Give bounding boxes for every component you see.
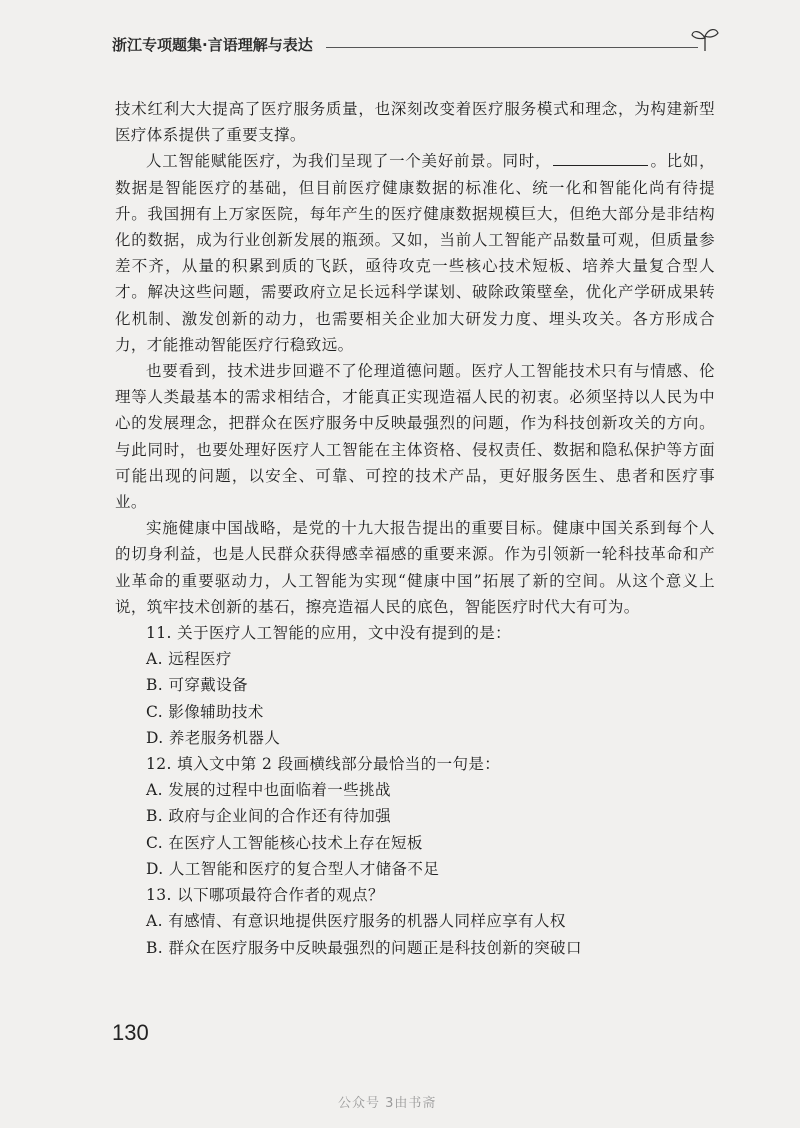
- sprout-icon: [690, 26, 720, 52]
- question-12-option-c: C. 在医疗人工智能核心技术上存在短板: [146, 833, 423, 852]
- question-12-stem: 12. 填入文中第 2 段画横线部分最恰当的一句是：: [146, 755, 501, 774]
- question-13-option-a: A. 有感情、有意识地提供医疗服务的机器人同样应享有人权: [146, 912, 566, 931]
- paragraph-2: [115, 148, 715, 358]
- paragraph-2-before-blank: 人工智能赋能医疗，为我们呈现了一个美好前景。同时，: [146, 152, 552, 171]
- paragraph-1: 技术红利大大提高了医疗服务质量，也深刻改变着医疗服务模式和理念，为构建新型医疗体系提供了重要支撑。: [115, 100, 715, 145]
- page-body: [115, 96, 715, 961]
- question-12-option-a: A. 发展的过程中也面临着一些挑战: [146, 781, 391, 800]
- question-11-option-c: C. 影像辅助技术: [146, 702, 264, 721]
- header-rule: [326, 47, 698, 48]
- paragraph-2-after-blank: 。比如，数据是智能医疗的基础，但目前医疗健康数据的标准化、统一化和智能化尚有待提升。我国拥有上万家医院，每年产生的医疗健康数据规模巨大，但绝大部分是非结构化的数据，成为行业创新发展的瓶颈。又如，当前人工智能产品数量可观，但质量参差不齐，从量的积累到质的飞跃，亟待攻克一些核心技术短板、培养大量复合型人才。解决这些问题，需要政府立足长远科学谋划、破除政策壁垒，优化产学研成果转化机制、激发创新的动力，也需要相关企业加大研发力度、埋头攻关。各方形成合力，才能推动智能医疗行稳致远。: [115, 152, 715, 354]
- question-13-option-b: B. 群众在医疗服务中反映最强烈的问题正是科技创新的突破口: [146, 938, 582, 957]
- paragraph-4: 实施健康中国战略，是党的十九大报告提出的重要目标。健康中国关系到每个人的切身利益，也是人民群众获得感幸福感的重要来源。作为引领新一轮科技革命和产业革命的重要驱动力，人工智能为实现“健康中国”拓展了新的空间。从这个意义上说，筑牢技术创新的基石，擦亮造福人民的底色，智能医疗时代大有可为。: [115, 519, 715, 616]
- question-11-option-a: A. 远程医疗: [146, 650, 232, 669]
- header-title: 浙江专项题集·言语理解与表达: [112, 36, 313, 54]
- question-11-option-d: D. 养老服务机器人: [146, 728, 281, 747]
- question-11-stem: 11. 关于医疗人工智能的应用，文中没有提到的是：: [146, 624, 512, 643]
- running-header: [112, 34, 712, 64]
- question-11-option-b: B. 可穿戴设备: [146, 676, 248, 695]
- paragraph-3: 也要看到，技术进步回避不了伦理道德问题。医疗人工智能技术只有与情感、伦理等人类最基本的需求相结合，才能真正实现造福人民的初衷。必须坚持以人民为中心的发展理念，把群众在医疗服务中反映最强烈的问题，作为科技创新攻关的方向。与此同时，也要处理好医疗人工智能在主体资格、侵权责任、数据和隐私保护等方面可能出现的问题，以安全、可靠、可控的技术产品，更好服务医生、患者和医疗事业。: [115, 362, 715, 512]
- question-12-option-d: D. 人工智能和医疗的复合型人才储备不足: [146, 859, 440, 878]
- question-13-stem: 13. 以下哪项最符合作者的观点？: [146, 886, 384, 905]
- watermark: 公众号 3由书斋: [338, 1096, 437, 1111]
- fill-in-blank: [553, 151, 648, 166]
- question-12-option-b: B. 政府与企业间的合作还有待加强: [146, 807, 392, 826]
- page-number: 130: [112, 1020, 149, 1045]
